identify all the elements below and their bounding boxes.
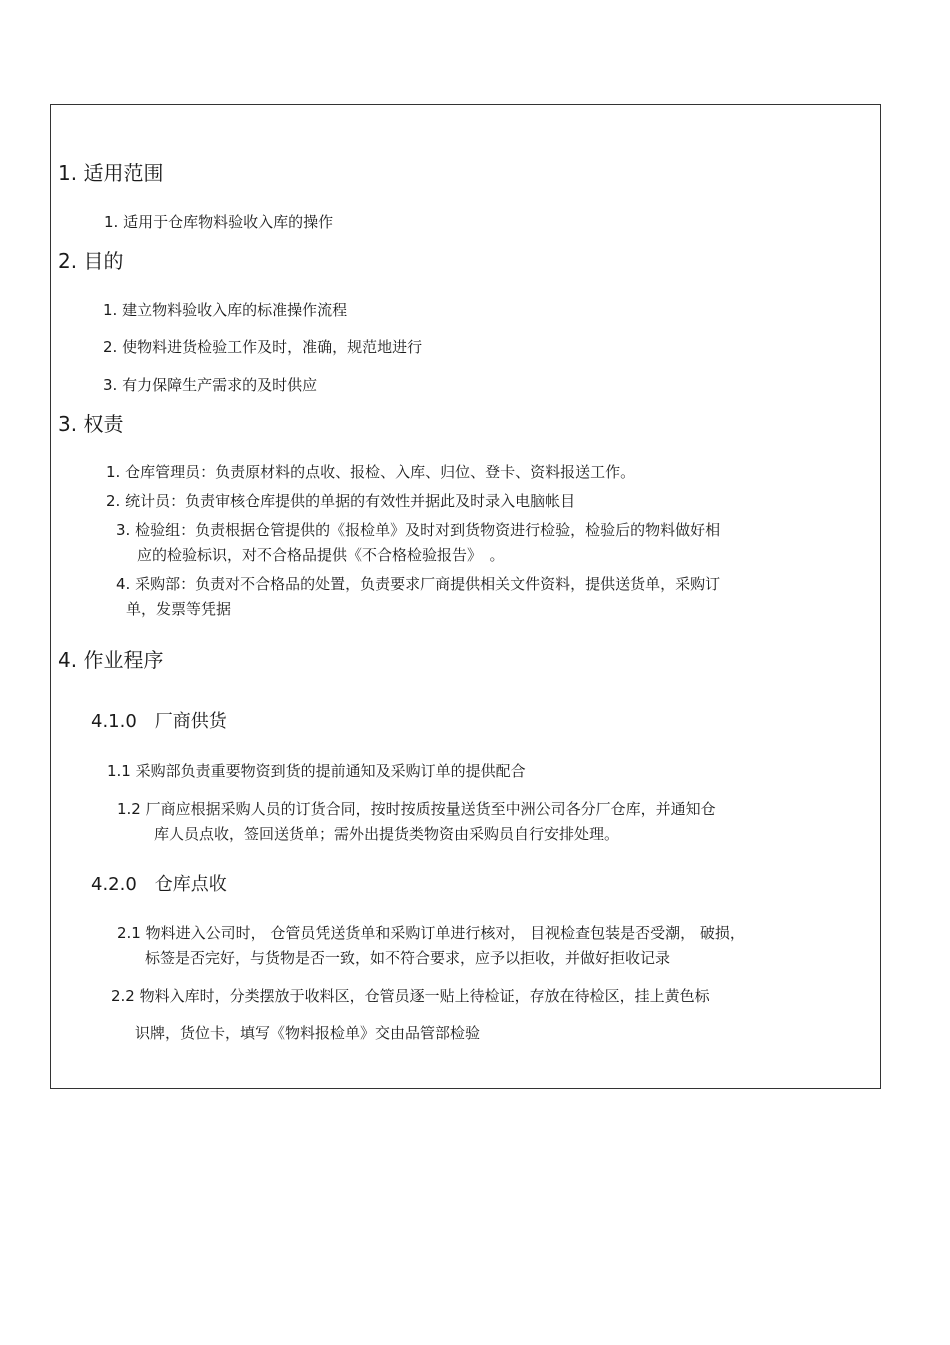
supplier-item-1-2-cont: 库人员点收，签回送货单；需外出提货类物资由采购员自行安排处理。 bbox=[154, 825, 620, 843]
purpose-item-3: 3. 有力保障生产需求的及时供应 bbox=[103, 376, 318, 394]
responsibility-item-1: 1. 仓库管理员：负责原材料的点收、报检、入库、归位、登卡、资料报送工作。 bbox=[106, 463, 636, 481]
receiving-item-2-2: 2.2 物料入库时，分类摆放于收料区，仓管员逐一贴上待检证，存放在待检区，挂上黄色标 bbox=[111, 987, 710, 1005]
receiving-item-2-2-cont: 识牌，货位卡，填写《物料报检单》交由品管部检验 bbox=[135, 1024, 481, 1042]
receiving-item-2-1-cont: 标签是否完好，与货物是否一致，如不符合要求，应予以拒收，并做好拒收记录 bbox=[145, 949, 671, 967]
supplier-item-1-2: 1.2 厂商应根据采购人员的订货合同，按时按质按量送货至中洲公司各分厂仓库，并通知仓 bbox=[117, 800, 716, 818]
responsibility-item-3-cont: 应的检验标识，对不合格品提供《不合格检验报告》 。 bbox=[137, 546, 505, 564]
subsection-heading-supplier: 4.1.0 厂商供货 bbox=[91, 711, 227, 732]
responsibility-item-4-cont: 单，发票等凭据 bbox=[126, 600, 232, 618]
section-heading-purpose: 2. 目的 bbox=[58, 249, 124, 273]
scope-item-1: 1. 适用于仓库物料验收入库的操作 bbox=[104, 213, 334, 231]
subsection-heading-receiving: 4.2.0 仓库点收 bbox=[91, 874, 227, 895]
purpose-item-1: 1. 建立物料验收入库的标准操作流程 bbox=[103, 301, 348, 319]
responsibility-item-2: 2. 统计员：负责审核仓库提供的单据的有效性并据此及时录入电脑帐目 bbox=[106, 492, 576, 510]
section-heading-procedure: 4. 作业程序 bbox=[58, 648, 164, 672]
receiving-item-2-1: 2.1 物料进入公司时， 仓管员凭送货单和采购订单进行核对， 目视检查包装是否受潮， 破损， bbox=[117, 924, 745, 942]
responsibility-item-3: 3. 检验组：负责根据仓管提供的《报检单》及时对到货物资进行检验，检验后的物料做好相 bbox=[116, 521, 721, 539]
section-heading-responsibility: 3. 权责 bbox=[58, 412, 124, 436]
purpose-item-2: 2. 使物料进货检验工作及时，准确，规范地进行 bbox=[103, 338, 423, 356]
supplier-item-1-1: 1.1 采购部负责重要物资到货的提前通知及采购订单的提供配合 bbox=[107, 762, 526, 780]
responsibility-item-4: 4. 采购部：负责对不合格品的处置，负责要求厂商提供相关文件资料，提供送货单，采购订 bbox=[116, 575, 721, 593]
section-heading-scope: 1. 适用范围 bbox=[58, 161, 164, 185]
